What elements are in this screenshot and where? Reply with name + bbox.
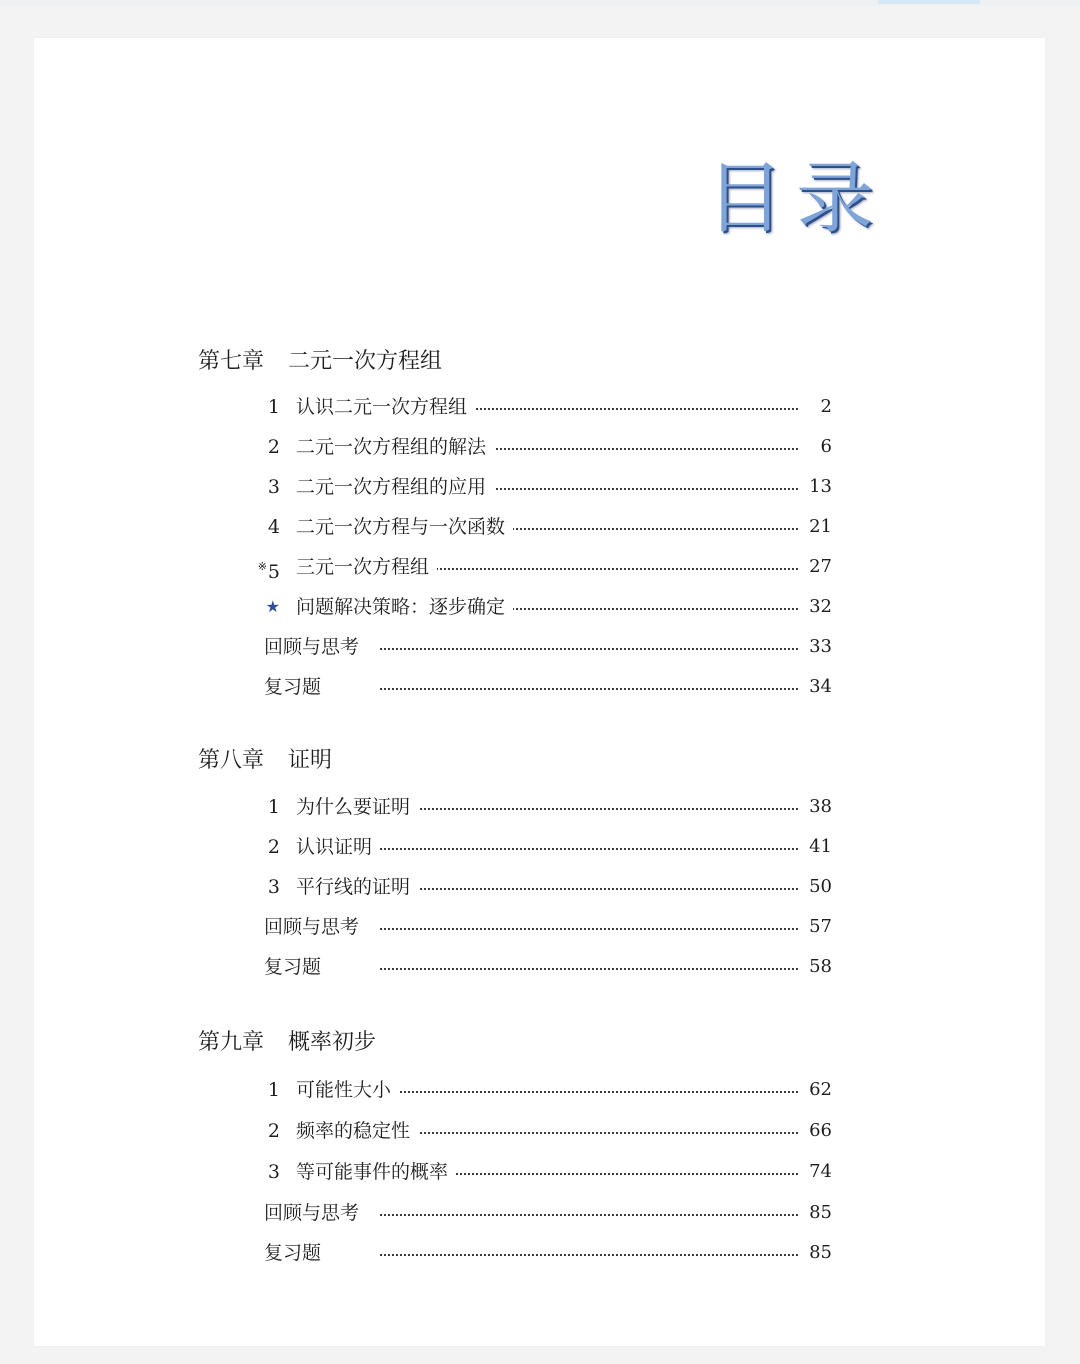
entry-page: 21 xyxy=(798,513,832,541)
entry-title: 复习题 xyxy=(264,1239,329,1267)
toc-entry[interactable] xyxy=(0,1199,1080,1227)
entry-title: 二元一次方程组的解法 xyxy=(296,433,494,461)
dot-leader xyxy=(380,1091,798,1093)
entry-page: 62 xyxy=(798,1076,832,1104)
toc-entry[interactable] xyxy=(0,553,1080,581)
toc-entry[interactable] xyxy=(0,473,1080,501)
chapter-label: 第七章 xyxy=(198,349,265,374)
entry-number: 3 xyxy=(267,476,280,498)
entry-title: 频率的稳定性 xyxy=(296,1117,418,1145)
entry-number: 3 xyxy=(267,876,280,898)
toc-entry[interactable] xyxy=(0,1158,1080,1186)
dot-leader xyxy=(380,1214,798,1216)
entry-title: 认识二元一次方程组 xyxy=(296,393,475,421)
toc-title: 目录 xyxy=(706,154,887,244)
entry-page: 58 xyxy=(798,953,832,981)
dot-leader xyxy=(380,848,798,850)
dot-leader xyxy=(380,568,798,570)
entry-page: 27 xyxy=(798,553,832,581)
entry-page: 74 xyxy=(798,1158,832,1186)
chapter-label: 第九章 xyxy=(198,1030,265,1055)
entry-title: 等可能事件的概率 xyxy=(296,1158,456,1186)
entry-title: 复习题 xyxy=(264,953,329,981)
toc-entry[interactable] xyxy=(0,393,1080,421)
top-bar xyxy=(0,0,1080,6)
chapter-name: 二元一次方程组 xyxy=(288,349,443,374)
entry-title: 复习题 xyxy=(264,673,329,701)
entry-title: 回顾与思考 xyxy=(264,633,367,661)
toc-entry[interactable] xyxy=(0,1117,1080,1145)
toc-entry[interactable] xyxy=(0,953,1080,981)
entry-page: 13 xyxy=(798,473,832,501)
toc-entry[interactable] xyxy=(0,833,1080,861)
dot-leader xyxy=(380,928,798,930)
entry-title: 二元一次方程与一次函数 xyxy=(296,513,513,541)
entry-title: 三元一次方程组 xyxy=(296,553,437,581)
toc-entry[interactable] xyxy=(0,1076,1080,1104)
entry-number-value: 5 xyxy=(267,561,280,583)
entry-number xyxy=(250,553,280,586)
dot-leader xyxy=(380,688,798,690)
entry-page: 32 xyxy=(798,593,832,621)
entry-page: 50 xyxy=(798,873,832,901)
entry-page: 85 xyxy=(798,1239,832,1267)
entry-title: 认识证明 xyxy=(296,833,380,861)
entry-title: 可能性大小 xyxy=(296,1076,399,1104)
chapter-heading-8 xyxy=(198,743,332,774)
dot-leader xyxy=(380,968,798,970)
dot-leader xyxy=(380,888,798,890)
entry-page: 66 xyxy=(798,1117,832,1145)
entry-page: 34 xyxy=(798,673,832,701)
star-icon: ★ xyxy=(265,597,280,616)
entry-page: 57 xyxy=(798,913,832,941)
entry-page: 2 xyxy=(798,393,832,421)
chapter-name: 概率初步 xyxy=(288,1030,377,1055)
optional-marker: ※ xyxy=(257,560,267,573)
toc-entry[interactable] xyxy=(0,433,1080,461)
entry-number: 1 xyxy=(267,396,280,418)
dot-leader xyxy=(380,808,798,810)
entry-number: 2 xyxy=(267,1120,280,1142)
entry-number: 4 xyxy=(267,516,280,538)
entry-title: 为什么要证明 xyxy=(296,793,418,821)
toc-entry[interactable] xyxy=(0,593,1080,621)
chapter-heading-7 xyxy=(198,344,442,375)
top-bar-accent xyxy=(878,0,980,4)
toc-entry[interactable] xyxy=(0,873,1080,901)
toc-entry[interactable] xyxy=(0,513,1080,541)
entry-title: 问题解决策略：逐步确定 xyxy=(296,593,513,621)
entry-page: 85 xyxy=(798,1199,832,1227)
toc-entry[interactable] xyxy=(0,793,1080,821)
entry-number: 1 xyxy=(267,1079,280,1101)
chapter-name: 证明 xyxy=(288,748,333,773)
toc-entry[interactable] xyxy=(0,673,1080,701)
entry-page: 38 xyxy=(798,793,832,821)
entry-number: 1 xyxy=(267,796,280,818)
entry-number: 2 xyxy=(267,436,280,458)
entry-title: 回顾与思考 xyxy=(264,1199,367,1227)
dot-leader xyxy=(380,648,798,650)
dot-leader xyxy=(380,1254,798,1256)
entry-number: 2 xyxy=(267,836,280,858)
chapter-label: 第八章 xyxy=(198,748,265,773)
toc-entry[interactable] xyxy=(0,913,1080,941)
entry-title: 回顾与思考 xyxy=(264,913,367,941)
toc-entry[interactable] xyxy=(0,1239,1080,1267)
dot-leader xyxy=(380,1132,798,1134)
entry-page: 41 xyxy=(798,833,832,861)
entry-title: 二元一次方程组的应用 xyxy=(296,473,494,501)
toc-entry[interactable] xyxy=(0,633,1080,661)
chapter-heading-9 xyxy=(198,1025,376,1056)
entry-page: 33 xyxy=(798,633,832,661)
entry-title: 平行线的证明 xyxy=(296,873,418,901)
entry-page: 6 xyxy=(798,433,832,461)
entry-number: 3 xyxy=(267,1161,280,1183)
